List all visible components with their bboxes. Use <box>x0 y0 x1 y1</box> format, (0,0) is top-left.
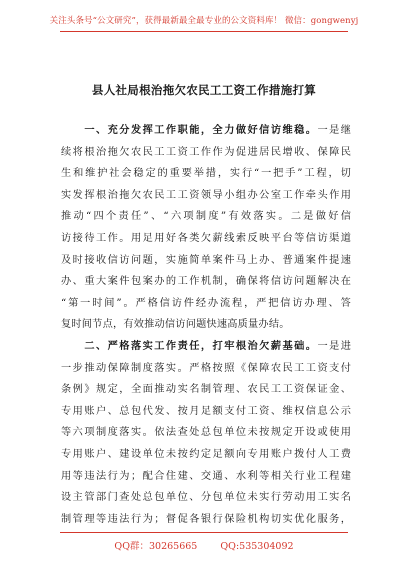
document-title: 县人社局根治拖欠农民工工资工作措施打算 <box>91 83 317 97</box>
body-line: 专 用 账 户 、 总 包 代 发 、 按 月 足 额 支 付 工 资 、 维 权 信 息 公 示 <box>61 405 351 417</box>
body-line: 条 例 》 规 定 ， 全 面 推 动 实 名 制 管 理 、 农 民 工 工 资 保 证 金 、 <box>61 384 351 396</box>
body-line: 推 动 “ 四 个 责 任 ” 、 “ 六 项 制 度 ” 有 效 落 实 。 二 是 做 好 信 <box>61 211 351 223</box>
body-line: 一 步 推 动 保 障 制 度 落 实 。 严 格 按 照 《 保 障 农 民 工 工 资 支 付 <box>61 362 351 374</box>
body-line: 访 接 待 工 作 。 用 足 用 好 各 类 欠 薪 线 索 反 映 平 台 等 信 访 渠 道 <box>61 232 351 244</box>
header-divider <box>60 31 348 32</box>
body-line: “ 第 一 时 间 ” 。 严 格 信 访 件 经 办 流 程 ， 严 把 信 访 办 理 、 答 <box>61 297 351 309</box>
body-line: 办 、 重 大 案 件 包 案 办 的 工 作 机 制 ， 确 保 将 信 访 问 题 解 决 在 <box>61 276 351 288</box>
body-line: 设 主 管 部 门 查 处 总 包 单 位 、 分 包 单 位 未 实 行 劳 动 用 工 实 名 <box>61 492 351 504</box>
document-body <box>61 120 351 530</box>
body-line: 二 、 严 格 落 实 工 作 责 任 ， 打 牢 根 治 欠 薪 基 础 。 一 是 进 <box>84 339 351 352</box>
footer-divider <box>60 532 348 533</box>
promo-header: 关注头条号“公文研究”，获得最新最全最专业的公文资料库！ 微信：gongwenyj <box>49 16 359 26</box>
body-line: 复 时 间 节 点 ， 有 效 推 动 信 访 问 题 快 速 高 质 量 办 结 。 <box>61 319 290 331</box>
body-line: 生 和 维 护 社 会 稳 定 的 重 要 举 措 ， 实 行 “ 一 把 手 ” 工 程 ， 切 <box>61 168 351 180</box>
body-line: 续 将 根 治 拖 欠 农 民 工 工 资 工 作 作 为 促 进 居 民 增 收 、 保 障 民 <box>61 146 351 158</box>
body-line: 一 、 充 分 发 挥 工 作 职 能 ， 全 力 做 好 信 访 维 稳 。 一 是 继 <box>84 124 351 136</box>
body-line: 用 等 违 法 行 为 ； 配 合 住 建 、 交 通 、 水 利 等 相 关 行 业 工 程 建 <box>61 470 351 482</box>
body-line: 实 发 挥 根 治 拖 欠 农 民 工 工 资 领 导 小 组 办 公 室 工 作 牵 头 作 用 <box>61 189 351 201</box>
qq-group-number: QQ群：30265665 <box>114 541 198 552</box>
body-line: 等 六 项 制 度 落 实 。 依 法 查 处 总 包 单 位 未 按 规 定 开 设 或 使 用 <box>61 427 351 439</box>
body-line: 专 用 账 户 、 建 设 单 位 未 按 约 定 足 额 向 专 用 账 户 拨 付 人 工 费 <box>61 448 351 460</box>
qq-contact-number: QQ:535304092 <box>220 541 294 552</box>
promo-footer <box>0 538 408 552</box>
body-line: 及 时 接 收 信 访 问 题 ， 实 施 简 单 案 件 马 上 办 、 普 通 案 件 提 速 <box>61 254 351 266</box>
body-line: 制 管 理 等 违 法 行 为 ； 督 促 各 银 行 保 险 机 构 切 实 优 化 服 务 ， <box>61 513 351 525</box>
